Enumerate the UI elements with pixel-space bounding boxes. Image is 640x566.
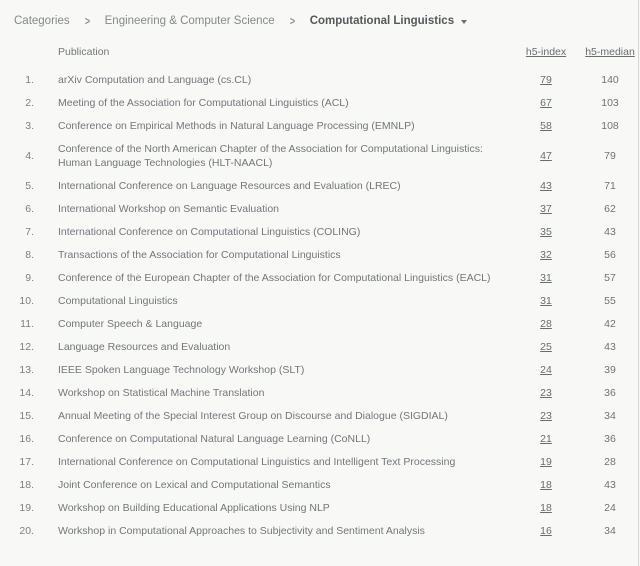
publications-table-body (0, 68, 638, 542)
publication-name: International Workshop on Semantic Evaluation (58, 202, 280, 215)
h5-median-value: 108 (601, 119, 619, 132)
table-row (0, 289, 638, 312)
publication-name: Workshop on Building Educational Applications Using NLP (58, 501, 330, 514)
rank-cell: 12. (19, 340, 34, 353)
publication-name: International Conference on Language Resources and Evaluation (LREC) (58, 179, 401, 192)
table-row (0, 450, 638, 473)
rank-cell: 15. (19, 409, 34, 422)
h5-median-value: 43 (604, 225, 616, 238)
h5-median-value: 71 (604, 179, 616, 192)
rank-cell: 5. (25, 179, 34, 192)
rank-cell: 16. (19, 432, 34, 445)
publication-name: Conference on Empirical Methods in Natural Language Processing (EMNLP) (58, 119, 415, 132)
breadcrumb-chevron-icon: > (84, 13, 90, 28)
table-row (0, 137, 638, 174)
rank-cell: 2. (25, 96, 34, 109)
h5-index-link[interactable]: 21 (540, 432, 552, 445)
rank-cell: 4. (25, 149, 34, 162)
publication-column-header: Publication (58, 46, 110, 58)
publication-name: Computational Linguistics (58, 294, 178, 307)
publication-name: International Conference on Computational Linguistics (COLING) (58, 225, 361, 238)
table-row (0, 427, 638, 450)
publication-name: International Conference on Computational Linguistics and Intelligent Text Processing (58, 455, 456, 468)
h5-median-value: 34 (604, 409, 616, 422)
table-row (0, 243, 638, 266)
rank-cell: 10. (19, 294, 34, 307)
h5-index-link[interactable]: 16 (540, 524, 552, 537)
h5-median-value: 103 (601, 96, 619, 109)
publication-name: Meeting of the Association for Computational Linguistics (ACL) (58, 96, 349, 109)
h5-median-value: 43 (604, 478, 616, 491)
h5-median-value: 36 (604, 386, 616, 399)
current-category-label: Computational Linguistics (309, 14, 455, 27)
h5-median-value: 55 (604, 294, 616, 307)
publication-name: Conference of the European Chapter of the Association for Computational Linguistics (EACL) (58, 271, 491, 284)
h5-median-value: 28 (604, 455, 616, 468)
publication-name: IEEE Spoken Language Technology Workshop (SLT) (58, 363, 305, 376)
publication-name: Workshop in Computational Approaches to Subjectivity and Sentiment Analysis (58, 524, 425, 537)
table-row (0, 335, 638, 358)
rank-cell: 7. (25, 225, 34, 238)
rank-cell: 14. (19, 386, 34, 399)
rank-cell: 17. (19, 455, 34, 468)
publication-name: Joint Conference on Lexical and Computational Semantics (58, 478, 331, 491)
table-row (0, 312, 638, 335)
rank-cell: 13. (19, 363, 34, 376)
h5-median-value: 62 (604, 202, 616, 215)
table-row (0, 381, 638, 404)
h5-index-link[interactable]: 58 (540, 119, 552, 132)
publication-name: Conference on Computational Natural Language Learning (CoNLL) (58, 432, 371, 445)
publication-name: Language Resources and Evaluation (58, 340, 231, 353)
h5-index-link[interactable]: 18 (540, 478, 552, 491)
h5-index-column-header-link[interactable]: h5-index (525, 46, 567, 58)
table-header-row (0, 36, 638, 68)
h5-median-value: 79 (604, 149, 616, 162)
h5-median-value: 42 (604, 317, 616, 330)
rank-cell: 19. (19, 501, 34, 514)
breadcrumb-current-category-dropdown[interactable] (310, 15, 467, 27)
rank-cell: 20. (19, 524, 34, 537)
h5-index-link[interactable]: 23 (540, 386, 552, 399)
h5-index-link[interactable]: 79 (540, 73, 552, 86)
h5-median-value: 43 (604, 340, 616, 353)
h5-index-link[interactable]: 35 (540, 225, 552, 238)
table-row (0, 519, 638, 542)
publications-table (0, 36, 638, 542)
table-row (0, 114, 638, 137)
h5-median-value: 140 (601, 73, 619, 86)
publication-name: arXiv Computation and Language (cs.CL) (58, 73, 252, 86)
h5-index-link[interactable]: 67 (540, 96, 552, 109)
publication-name: Annual Meeting of the Special Interest Group on Discourse and Dialogue (SIGDIAL) (58, 409, 448, 422)
table-row (0, 197, 638, 220)
h5-index-link[interactable]: 31 (540, 271, 552, 284)
h5-median-value: 56 (604, 248, 616, 261)
table-row (0, 174, 638, 197)
h5-index-link[interactable]: 25 (540, 340, 552, 353)
table-row (0, 68, 638, 91)
breadcrumb-engineering-computer-science-link[interactable]: Engineering & Computer Science (104, 14, 275, 27)
table-row (0, 404, 638, 427)
h5-median-column-header-link[interactable]: h5-median (585, 46, 635, 58)
breadcrumb-chevron-icon: > (289, 13, 295, 28)
table-row (0, 473, 638, 496)
h5-index-link[interactable]: 43 (540, 179, 552, 192)
h5-index-link[interactable]: 28 (540, 317, 552, 330)
h5-index-link[interactable]: 19 (540, 455, 552, 468)
h5-index-link[interactable]: 24 (540, 363, 552, 376)
h5-index-link[interactable]: 18 (540, 501, 552, 514)
table-row (0, 358, 638, 381)
h5-median-value: 24 (604, 501, 616, 514)
rank-cell: 3. (25, 119, 34, 132)
breadcrumb-categories-link[interactable]: Categories (14, 14, 70, 27)
rank-cell: 8. (25, 248, 34, 261)
rank-cell: 1. (25, 73, 34, 86)
table-row (0, 266, 638, 289)
table-row (0, 220, 638, 243)
h5-median-value: 57 (604, 271, 616, 284)
publication-name: Conference of the North American Chapter of the Association for Computational Linguistics: Human Language Technologies (HLT-NAACL) (58, 142, 483, 169)
publication-name: Transactions of the Association for Computational Linguistics (58, 248, 341, 261)
h5-index-link[interactable]: 23 (540, 409, 552, 422)
h5-index-link[interactable]: 32 (540, 248, 552, 261)
h5-index-link[interactable]: 37 (540, 202, 552, 215)
h5-median-value: 39 (604, 363, 616, 376)
table-row (0, 496, 638, 519)
dropdown-arrow-icon (461, 20, 467, 24)
h5-index-link[interactable]: 47 (540, 149, 552, 162)
h5-median-value: 34 (604, 524, 616, 537)
publication-name: Computer Speech & Language (58, 317, 203, 330)
rank-cell: 6. (25, 202, 34, 215)
rank-cell: 9. (25, 271, 34, 284)
publication-name: Workshop on Statistical Machine Translation (58, 386, 265, 399)
rank-cell: 18. (19, 478, 34, 491)
h5-index-link[interactable]: 31 (540, 294, 552, 307)
table-row (0, 91, 638, 114)
h5-median-value: 36 (604, 432, 616, 445)
breadcrumb (0, 0, 638, 30)
rank-cell: 11. (20, 317, 34, 330)
